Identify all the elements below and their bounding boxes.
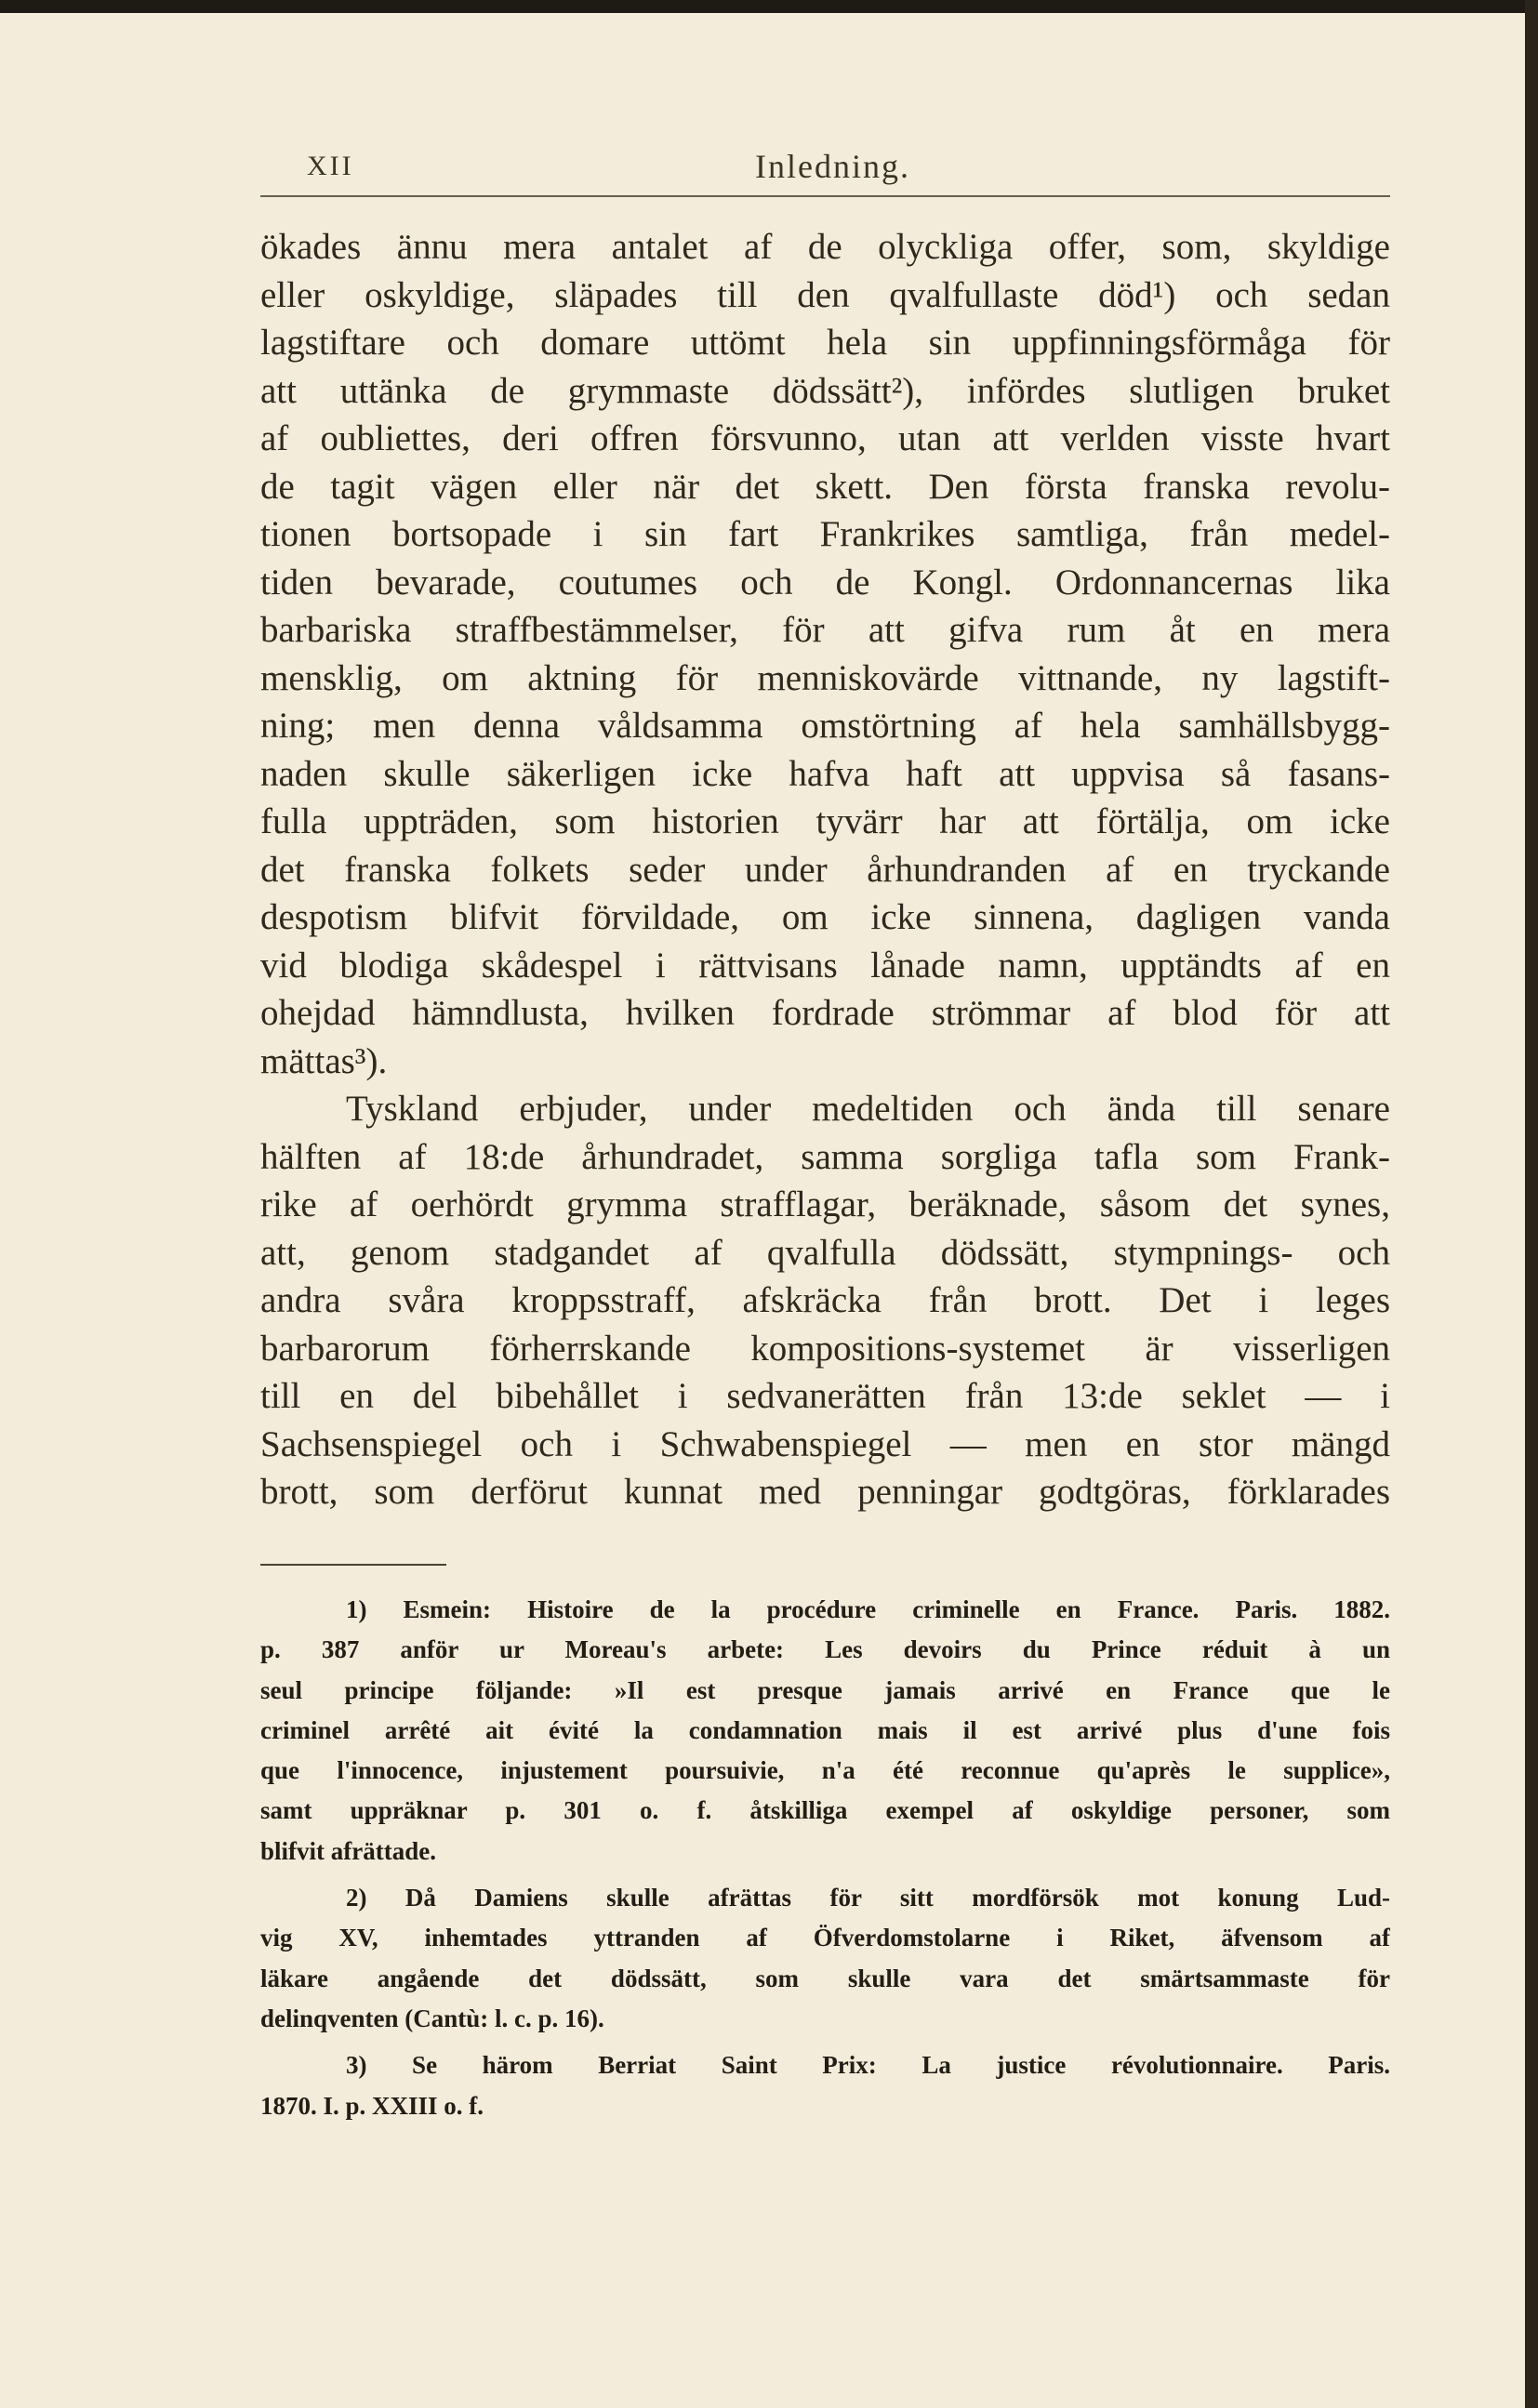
text-line: hälften af 18:de århundradet, samma sorgliga tafla som Frank- — [260, 1136, 1390, 1177]
footnote-rule — [260, 1564, 446, 1566]
text-line: tiden bevarade, coutumes och de Kongl. Ordonnancernas lika — [260, 562, 1390, 602]
text-line: att uttänka de grymmaste dödssätt²), infördes slutligen bruket — [260, 370, 1390, 411]
footnote-line: que l'innocence, injustement poursuivie, n'a été reconnue qu'après le supplice», — [260, 1756, 1390, 1785]
footnote-line: vig XV, inhemtades yttranden af Öfverdomstolarne i Riket, äfvensom af — [260, 1924, 1390, 1952]
footnote-line: samt uppräknar p. 301 o. f. åtskilliga exempel af oskyldige personer, som — [260, 1796, 1390, 1825]
text-line: af oubliettes, deri offren försvunno, utan att verlden visste hvart — [260, 418, 1390, 458]
body-text — [260, 223, 1390, 1516]
text-line: ökades ännu mera antalet af de olyckliga offer, som, skyldige — [260, 227, 1390, 267]
text-line: ning; men denna våldsamma omstörtning af hela samhällsbygg- — [260, 706, 1390, 746]
text-line: eller oskyldige, släpades till den qvalfullaste död¹) och sedan — [260, 274, 1390, 315]
running-title: Inledning. — [755, 148, 910, 185]
text-line: despotism blifvit förvildade, om icke sinnena, dagligen vanda — [260, 897, 1390, 937]
text-line: ohejdad hämndlusta, hvilken fordrade strömmar af blod för att — [260, 993, 1390, 1033]
page-header — [260, 141, 1390, 197]
text-line: mättas³). — [260, 1040, 388, 1081]
footnote-line: 1) Esmein: Histoire de la procédure criminelle en France. Paris. 1882. — [346, 1595, 1390, 1623]
header-rule — [260, 195, 1390, 197]
text-line: tionen bortsopade i sin fart Frankrikes samtliga, från medel- — [260, 514, 1390, 554]
text-line: rike af oerhördt grymma strafflagar, beräknade, såsom det synes, — [260, 1184, 1390, 1224]
footnote-line: delinqventen (Cantù: l. c. p. 16). — [260, 2004, 604, 2032]
footnote-line: 2) Då Damiens skulle afrättas för sitt mordförsök mot konung Lud- — [346, 1884, 1390, 1912]
page-number: XII — [307, 151, 354, 181]
footnote-line: criminel arrêté ait évité la condamnation mais il est arrivé plus d'une fois — [260, 1715, 1390, 1744]
text-line: fulla uppträden, som historien tyvärr har att förtälja, om icke — [260, 801, 1390, 841]
text-line: mensklig, om aktning för menniskovärde vittnande, ny lagstift- — [260, 657, 1390, 698]
footnote-line: 1870. I. p. XXIII o. f. — [260, 2091, 484, 2120]
text-line: att, genom stadgandet af qvalfulla dödssätt, stympnings- och — [260, 1232, 1390, 1273]
text-line: vid blodiga skådespel i rättvisans lånade namn, upptändts af en — [260, 945, 1390, 986]
footnote-line: blifvit afrättade. — [260, 1836, 436, 1865]
text-line: andra svåra kroppsstraff, afskräcka från brott. Det i leges — [260, 1280, 1390, 1320]
text-line: naden skulle säkerligen icke hafva haft att uppvisa så fasans- — [260, 753, 1390, 794]
footnote-line: seul principe följande: »Il est presque jamais arrivé en France que le — [260, 1675, 1390, 1704]
footnote-line: läkare angående det dödssätt, som skulle vara det smärtsammaste för — [260, 1964, 1390, 1992]
text-line: Sachsenspiegel och i Schwabenspiegel — men en stor mängd — [260, 1423, 1390, 1464]
text-line: Tyskland erbjuder, under medeltiden och ända till senare — [346, 1089, 1390, 1129]
footnote-1 — [260, 1590, 1390, 1872]
text-line: brott, som derförut kunnat med penningar godtgöras, förklarades — [260, 1472, 1390, 1512]
footnote-3 — [260, 2045, 1390, 2126]
text-line: barbarorum förherrskande kompositions-systemet är visserligen — [260, 1328, 1390, 1369]
footnotes — [260, 1590, 1390, 2133]
footnote-line: 3) Se härom Berriat Saint Prix: La justice révolutionnaire. Paris. — [346, 2051, 1390, 2080]
text-line: till en del bibehållet i sedvanerätten från 13:de seklet — i — [260, 1376, 1390, 1416]
text-line: det franska folkets seder under århundranden af en tryckande — [260, 849, 1390, 890]
footnote-2 — [260, 1878, 1390, 2039]
scan-edge-top — [0, 0, 1538, 13]
text-line: lagstiftare och domare uttömt hela sin uppfinningsförmåga för — [260, 323, 1390, 363]
scan-edge-right — [1525, 0, 1538, 2408]
text-line: barbariska straffbestämmelser, för att gifva rum åt en mera — [260, 610, 1390, 650]
text-line: de tagit vägen eller när det skett. Den första franska revolu- — [260, 466, 1390, 507]
footnote-line: p. 387 anför ur Moreau's arbete: Les devoirs du Prince réduit à un — [260, 1635, 1390, 1664]
